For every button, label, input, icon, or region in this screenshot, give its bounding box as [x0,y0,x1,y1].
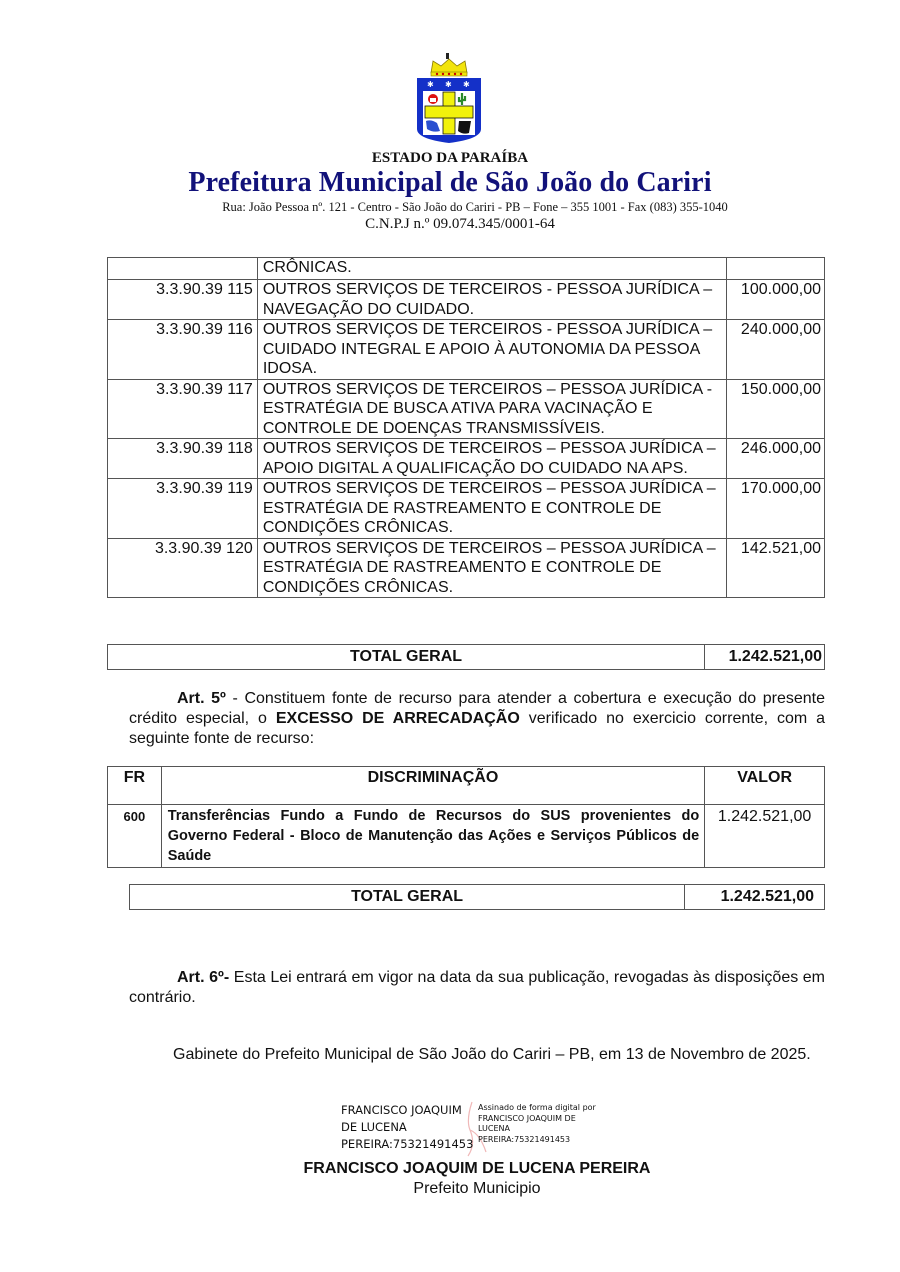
description-cell: OUTROS SERVIÇOS DE TERCEIROS – PESSOA JURÍDICA - ESTRATÉGIA DE BUSCA ATIVA PARA VACINAÇÃO E CONTROLE DE DOENÇAS TRANSMISSÍVEIS. [257,379,726,439]
fr-cell: 600 [108,805,162,868]
expense-table [107,257,825,598]
signature-name-block: FRANCISCO JOAQUIM DE LUCENA PEREIRA:75321491453 [341,1103,474,1151]
svg-text:✱: ✱ [463,80,470,89]
code-cell: 3.3.90.39 115 [108,280,258,320]
code-cell: 3.3.90.39 118 [108,439,258,479]
value-cell: 150.000,00 [727,379,825,439]
description-cell: OUTROS SERVIÇOS DE TERCEIROS – PESSOA JURÍDICA – ESTRATÉGIA DE RASTREAMENTO E CONTROLE DE CONDIÇÕES CRÔNICAS. [257,538,726,598]
header-valor: VALOR [705,767,825,805]
municipal-crest-icon [413,53,485,145]
svg-text:✱: ✱ [445,80,452,89]
table-row [108,805,825,868]
signer-role: Prefeito Municipio [413,1180,541,1197]
table-row [108,479,825,539]
total-value: 1.242.521,00 [705,645,825,670]
valor-cell: 1.242.521,00 [705,805,825,868]
article-5-paragraph: Art. 5º - Constituem fonte de recurso para atender a cobertura e execução do presente crédito especial, o EXCESSO DE ARRECADAÇÃO verificado no exercicio corrente, com a seguinte fonte de recurso: [129,690,826,747]
table-row [108,379,825,439]
table-row [108,320,825,380]
header-discriminacao: DISCRIMINAÇÃO [161,767,704,805]
value-cell [727,258,825,280]
article-6-paragraph: Art. 6º- Esta Lei entrará em vigor na data da sua publicação, revogadas às disposições em contrário. [129,969,826,1006]
value-cell: 100.000,00 [727,280,825,320]
total-value: 1.242.521,00 [685,885,825,910]
table-row [108,280,825,320]
description-cell: OUTROS SERVIÇOS DE TERCEIROS - PESSOA JURÍDICA – CUIDADO INTEGRAL E APOIO À AUTONOMIA DA PESSOA IDOSA. [257,320,726,380]
code-cell: 3.3.90.39 116 [108,320,258,380]
header-fr: FR [108,767,162,805]
municipality-title: Prefeitura Municipal de São João do Cariri [188,167,712,198]
value-cell: 240.000,00 [727,320,825,380]
discriminacao-cell: Transferências Fundo a Fundo de Recursos do SUS provenientes do Governo Federal - Bloco de Manutenção das Ações e Serviços Públicos de Saúde [161,805,704,868]
table-row [108,538,825,598]
description-cell: OUTROS SERVIÇOS DE TERCEIROS – PESSOA JURÍDICA – APOIO DIGITAL A QUALIFICAÇÃO DO CUIDADO NA APS. [257,439,726,479]
value-cell: 246.000,00 [727,439,825,479]
table-row [108,439,825,479]
description-cell: OUTROS SERVIÇOS DE TERCEIROS – PESSOA JURÍDICA – ESTRATÉGIA DE RASTREAMENTO E CONTROLE DE CONDIÇÕES CRÔNICAS. [257,479,726,539]
digital-signature-note: Assinado de forma digital por FRANCISCO JOAQUIM DE LUCENA PEREIRA:75321491453 [478,1103,596,1144]
funding-source-table [107,766,825,868]
address-line: Rua: João Pessoa nº. 121 - Centro - São João do Cariri - PB – Fone – 355 1001 - Fax (083) 355-1040 [222,200,728,214]
total-geral-table-1 [107,644,825,670]
signer-name: FRANCISCO JOAQUIM DE LUCENA PEREIRA [303,1160,651,1177]
value-cell: 142.521,00 [727,538,825,598]
value-cell: 170.000,00 [727,479,825,539]
svg-text:✱: ✱ [427,80,434,89]
article-6-label: Art. 6º- [177,969,230,986]
state-name: ESTADO DA PARAÍBA [371,150,529,166]
article-5-label: Art. 5º [177,690,226,707]
total-label: TOTAL GERAL [130,885,685,910]
code-cell: 3.3.90.39 119 [108,479,258,539]
table-row [108,258,825,280]
code-cell: 3.3.90.39 117 [108,379,258,439]
cnpj-line: C.N.P.J n.º 09.074.345/0001-64 [365,216,555,232]
closing-paragraph: Gabinete do Prefeito Municipal de São João do Cariri – PB, em 13 de Novembro de 2025. [173,1046,811,1063]
total-label: TOTAL GERAL [108,645,705,670]
code-cell [108,258,258,280]
excess-revenue-emphasis: EXCESSO DE ARRECADAÇÃO [275,710,520,727]
description-cell: OUTROS SERVIÇOS DE TERCEIROS - PESSOA JURÍDICA – NAVEGAÇÃO DO CUIDADO. [257,280,726,320]
description-cell: CRÔNICAS. [257,258,726,280]
total-geral-table-2 [129,884,825,910]
table-header-row [108,767,825,805]
code-cell: 3.3.90.39 120 [108,538,258,598]
